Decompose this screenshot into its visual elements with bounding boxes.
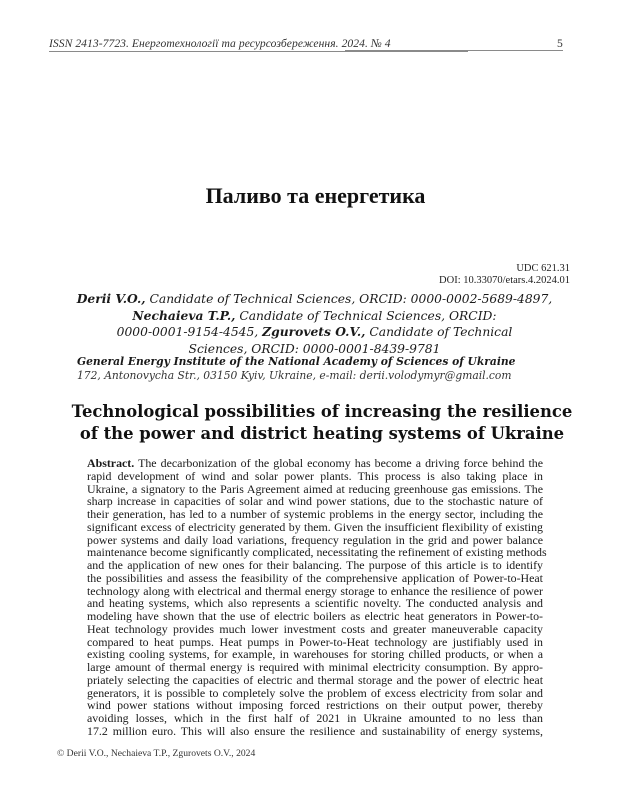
abstract-line: large amount of thermal energy is required with minimal electricity consumption. By appro- — [87, 660, 543, 674]
abstract-line: existing cooling systems, for example, in warehouses for storing chilled products, or when a — [87, 647, 543, 662]
author-line-3 — [62, 324, 567, 341]
abstract-text: The decarbonization of the global economy has become a driving force behind the — [134, 456, 543, 470]
abstract-line: and heating systems, which also represents a scientific novelty. The conducted analysis and — [87, 596, 543, 611]
abstract-line: power systems and daily load variations, frequency regulation in the grid and power balance — [87, 532, 543, 547]
page-number: 5 — [557, 37, 563, 50]
abstract-line: Ukraine, a signatory to the Paris Agreement aimed at reducing greenhouse gas emissions. The — [87, 481, 543, 496]
abstract-line: generators, it is possible to completely solve the problem of excess electricity from solar and — [87, 685, 543, 700]
institution: General Energy Institute of the National Academy of Sciences of Ukraine — [77, 355, 516, 368]
copyright-notice: © Derii V.O., Nechaieva T.P., Zgurovets O.V., 2024 — [57, 748, 256, 759]
abstract-line: maintenance become significantly complicated, necessitating the refinement of existing methods — [87, 545, 547, 560]
article-title-line: Technological possibilities of increasing the resilience — [71, 402, 573, 421]
abstract-line — [87, 457, 543, 470]
abstract-line: wind power stations without imposing forced restrictions on their output power, thereby — [87, 698, 543, 713]
abstract-line: modeling have shown that the use of electric boilers as electric heat generators in Power-to- — [87, 609, 543, 623]
author-line-1 — [62, 291, 567, 308]
author-credentials: 0000-0001-9154-4545, — [116, 325, 259, 339]
section-title: Паливо та енергетика — [205, 183, 426, 208]
abstract-line: avoiding losses, which in the first half of 2021 in Ukraine amounted to no less than — [87, 711, 543, 725]
abstract-line: rapid development of wind and solar power plants. This process is also taking place in — [87, 468, 543, 483]
identifiers — [439, 263, 570, 287]
abstract-line: significant excess of electricity generated by them. Given the insufficient flexibility of existing — [87, 519, 543, 534]
article-title — [62, 401, 582, 445]
author-name: Derii V.O., — [76, 291, 146, 306]
authors-block — [62, 291, 567, 357]
author-credentials: Candidate of Technical — [369, 325, 513, 339]
udc-code: UDC 621.31 — [516, 263, 570, 274]
abstract-line: 17.2 million euro. This will also ensure the resilience and sustainability of energy systems, — [87, 723, 543, 738]
abstract-line: the possibilities and assess the feasibility of the comprehensive application of Power-to-Heat — [87, 570, 543, 585]
doi: DOI: 10.33070/etars.4.2024.01 — [439, 275, 570, 286]
abstract-line: their generation, has led to a number of systemic problems in the energy sector, including the — [87, 507, 543, 521]
abstract-line: compared to heat pumps. Heat pumps in Power-to-Heat technology are justifiably used in — [87, 634, 543, 649]
author-name: Zgurovets O.V., — [262, 324, 366, 339]
running-head-text: ISSN 2413-7723. Енерготехнології та ресурсозбереження. 2024. № 4 — [49, 37, 391, 50]
address: 172, Antonovycha Str., 03150 Kyiv, Ukraine, e-mail: derii.volodymyr@gmail.com — [77, 368, 512, 382]
affiliation — [77, 355, 557, 382]
author-name: Nechaieva T.P., — [132, 307, 236, 323]
abstract-line: priately selecting the capacities of electric and thermal storage and the power of electric heat — [87, 672, 543, 687]
header-rule — [345, 50, 557, 51]
abstract — [87, 456, 547, 738]
author-credentials: Candidate of Technical Sciences, ORCID: — [239, 308, 497, 323]
abstract-line: sharp increase in capacities of solar and wind power stations, due to the stochastic nature of — [87, 494, 543, 509]
abstract-line: Heat technology provides much lower investment costs and greater maneuverable capacity — [87, 621, 543, 636]
abstract-label: Abstract. — [87, 456, 135, 470]
author-line-2 — [62, 308, 567, 325]
abstract-line: technology along with electrical and thermal energy storage to enhance the resilience of power — [87, 583, 543, 598]
abstract-line: and the application of new ones for their balancing. The purpose of this article is to identify — [87, 558, 543, 572]
author-credentials: Sciences, ORCID: 0000-0001-8439-9781 — [188, 341, 441, 356]
article-title-line: of the power and district heating systems of Ukraine — [79, 424, 565, 443]
author-credentials: Candidate of Technical Sciences, ORCID: 0000-0002-5689-4897, — [149, 292, 553, 306]
